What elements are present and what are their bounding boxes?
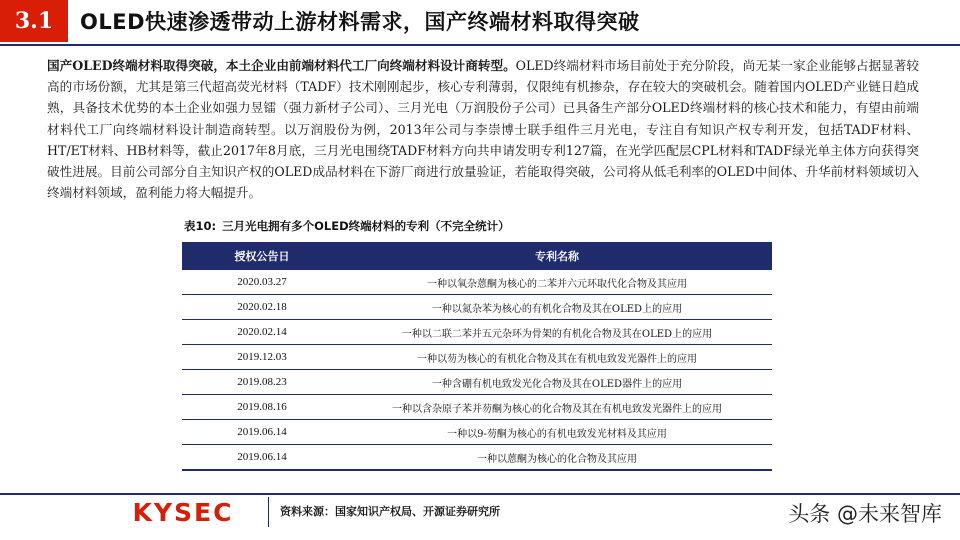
cell-date: 2019.06.14: [182, 420, 342, 445]
cell-date: 2020.03.27: [182, 270, 342, 295]
header-date: 授权公告日: [182, 242, 342, 270]
table-row: [182, 370, 772, 395]
section-number: 3.1: [0, 0, 68, 42]
table-label: 表10:: [184, 219, 217, 233]
table-row: [182, 395, 772, 420]
footer-divider: [0, 493, 960, 495]
table-title: 三月光电拥有多个OLED终端材料的专利（不完全统计）: [222, 219, 510, 233]
table-row: [182, 320, 772, 345]
table-row: [182, 295, 772, 320]
cell-patent-name: 一种以芴为核心的有机化合物及其在有机电致发光器件上的应用: [342, 345, 772, 370]
watermark: 头条 @未来智库: [788, 502, 942, 526]
header-patent-name: 专利名称: [342, 242, 772, 270]
cell-patent-name: 一种以二联二苯并五元杂环为骨架的有机化合物及其在OLED上的应用: [342, 320, 772, 345]
cell-patent-name: 一种以蒽酮为核心的化合物及其应用: [342, 445, 772, 471]
table-row: [182, 345, 772, 370]
source-note: 资料来源：国家知识产权局、开源证券研究所: [280, 505, 500, 518]
kysec-logo: KYSEC: [132, 497, 234, 527]
logo-separator: [268, 497, 269, 527]
page-title: OLED快速渗透带动上游材料需求，国产终端材料取得突破: [80, 10, 640, 34]
cell-date: 2020.02.18: [182, 295, 342, 320]
cell-patent-name: 一种以9-芴酮为核心的有机电致发光材料及其应用: [342, 420, 772, 445]
table-header-row: [182, 242, 772, 270]
patent-table: [182, 242, 772, 471]
cell-date: 2019.06.14: [182, 445, 342, 471]
cell-date: 2019.12.03: [182, 345, 342, 370]
body-paragraph: [47, 55, 919, 203]
table-row: [182, 270, 772, 295]
table-row: [182, 445, 772, 471]
cell-date: 2019.08.23: [182, 370, 342, 395]
body-text: OLED终端材料市场目前处于充分阶段，尚无某一家企业能够占据显著较高的市场份额，尤其是第三代超高荧光材料（TADF）技术刚刚起步，核心专利薄弱，仅限纯有机掺杂，存在较大的突破机会。随着国内OLED产业链日趋成熟，具备技术优势的本土企业如强力昱镭（强力新材子公司）、三月光电（万润股份子公司）已具备生产部分OLED终端材料的核心技术和能力，有望由前端材料代工厂向终端材料设计制造商转型。以万润股份为例，2013年公司与李崇博士联手组件三月光电，专注自有知识产权专利开发，包括TADF材料、HT/ET材料、HB材料等，截止2017年8月底，三月光电围绕TADF材料方向共申请发明专利127篇，在光学匹配层CPL材料和TADF绿光单主体方向获得突破性进展。目前公司部分自主知识产权的OLED成品材料在下游厂商进行放量验证，若能取得突破，公司将从低毛利率的OLED中间体、升华前材料领域切入终端材料领域，盈利能力将大幅提升。: [47, 58, 919, 201]
table-row: [182, 420, 772, 445]
cell-date: 2019.08.16: [182, 395, 342, 420]
header-divider: [0, 44, 960, 46]
cell-date: 2020.02.14: [182, 320, 342, 345]
body-lead: 国产OLED终端材料取得突破，本土企业由前端材料代工厂向终端材料设计商转型。: [47, 58, 516, 73]
cell-patent-name: 一种以氮杂苯为核心的有机化合物及其在OLED上的应用: [342, 295, 772, 320]
cell-patent-name: 一种以氧杂蒽酮为核心的二苯并六元环取代化合物及其应用: [342, 270, 772, 295]
cell-patent-name: 一种含硼有机电致发光化合物及其在OLED器件上的应用: [342, 370, 772, 395]
cell-patent-name: 一种以含杂原子苯并芴酮为核心的化合物及其在有机电致发光器件上的应用: [342, 395, 772, 420]
table-caption: [184, 218, 510, 234]
